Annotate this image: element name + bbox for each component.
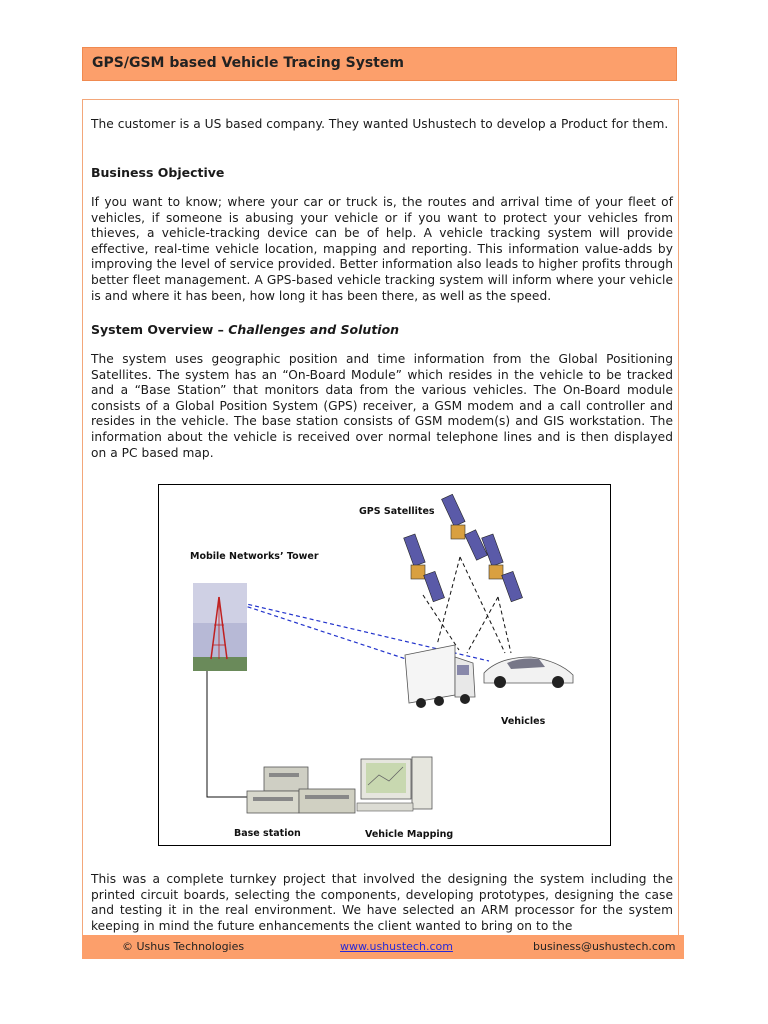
satellite-icon <box>404 534 445 602</box>
diagram-graphics <box>159 485 610 845</box>
computer-icon <box>357 757 432 811</box>
base-station-label: Base station <box>234 828 301 839</box>
content-box <box>82 99 679 936</box>
satellite-icon <box>482 534 523 602</box>
mobile-tower-label: Mobile Networks’ Tower <box>190 551 319 562</box>
intro-paragraph: The customer is a US based company. They wanted Ushustech to develop a Product for them. <box>91 117 669 131</box>
system-overview-heading-main: System Overview – <box>91 322 229 337</box>
footer-email: business@ushustech.com <box>533 940 676 953</box>
footer-website-link[interactable]: www.ushustech.com <box>340 940 453 953</box>
closing-paragraph: This was a complete turnkey project that involved the designing the system including the printed circuit boards, selecting the components, developing prototypes, designing the case and testing it in the real environment. We have selected an ARM processor for the system keeping in mind the future enhancements the client wanted to bring on to the <box>91 872 673 933</box>
vehicles-label: Vehicles <box>501 716 546 727</box>
car-icon <box>484 657 573 688</box>
system-overview-heading <box>91 322 399 337</box>
gps-satellites-label: GPS Satellites <box>359 506 435 517</box>
system-diagram <box>158 484 611 846</box>
truck-icon <box>405 645 475 708</box>
base-station-icon <box>247 767 355 813</box>
business-objective-heading: Business Objective <box>91 165 225 180</box>
vehicle-mapping-label: Vehicle Mapping <box>365 829 454 840</box>
page-title: GPS/GSM based Vehicle Tracing System <box>92 55 404 71</box>
satellite-icon <box>442 494 488 560</box>
tower-icon <box>193 583 247 671</box>
title-bar <box>82 47 677 81</box>
system-overview-heading-italic: Challenges and Solution <box>228 322 400 337</box>
footer-copyright: © Ushus Technologies <box>122 940 245 953</box>
footer <box>82 935 684 959</box>
system-overview-paragraph: The system uses geographic position and time information from the Global Positioning Satellites. The system has an “On-Board Module” which resides in the vehicle to be tracked and a “Base Station” that monitors data from the various vehicles. The On-Board module consists of a Global Position System (GPS) receiver, a GSM modem and a call controller and resides in the vehicle. The base station consists of GSM modem(s) and GIS workstation. The information about the vehicle is received over normal telephone lines and is then displayed on a PC based map. <box>91 352 673 460</box>
business-objective-paragraph: If you want to know; where your car or truck is, the routes and arrival time of your fleet of vehicles, if someone is abusing your vehicle or if you want to protect your vehicles from thieves, a vehicle-tracking device can be of help. A vehicle tracking system will provide effective, real-time vehicle location, mapping and reporting. This information value-adds by improving the level of service provided. Better information also leads to higher profits through better fleet management. A GPS-based vehicle tracking system will inform where your vehicle is and where it has been, how long it has been there, as well as the speed. <box>91 195 673 303</box>
base-station-link <box>207 663 247 797</box>
